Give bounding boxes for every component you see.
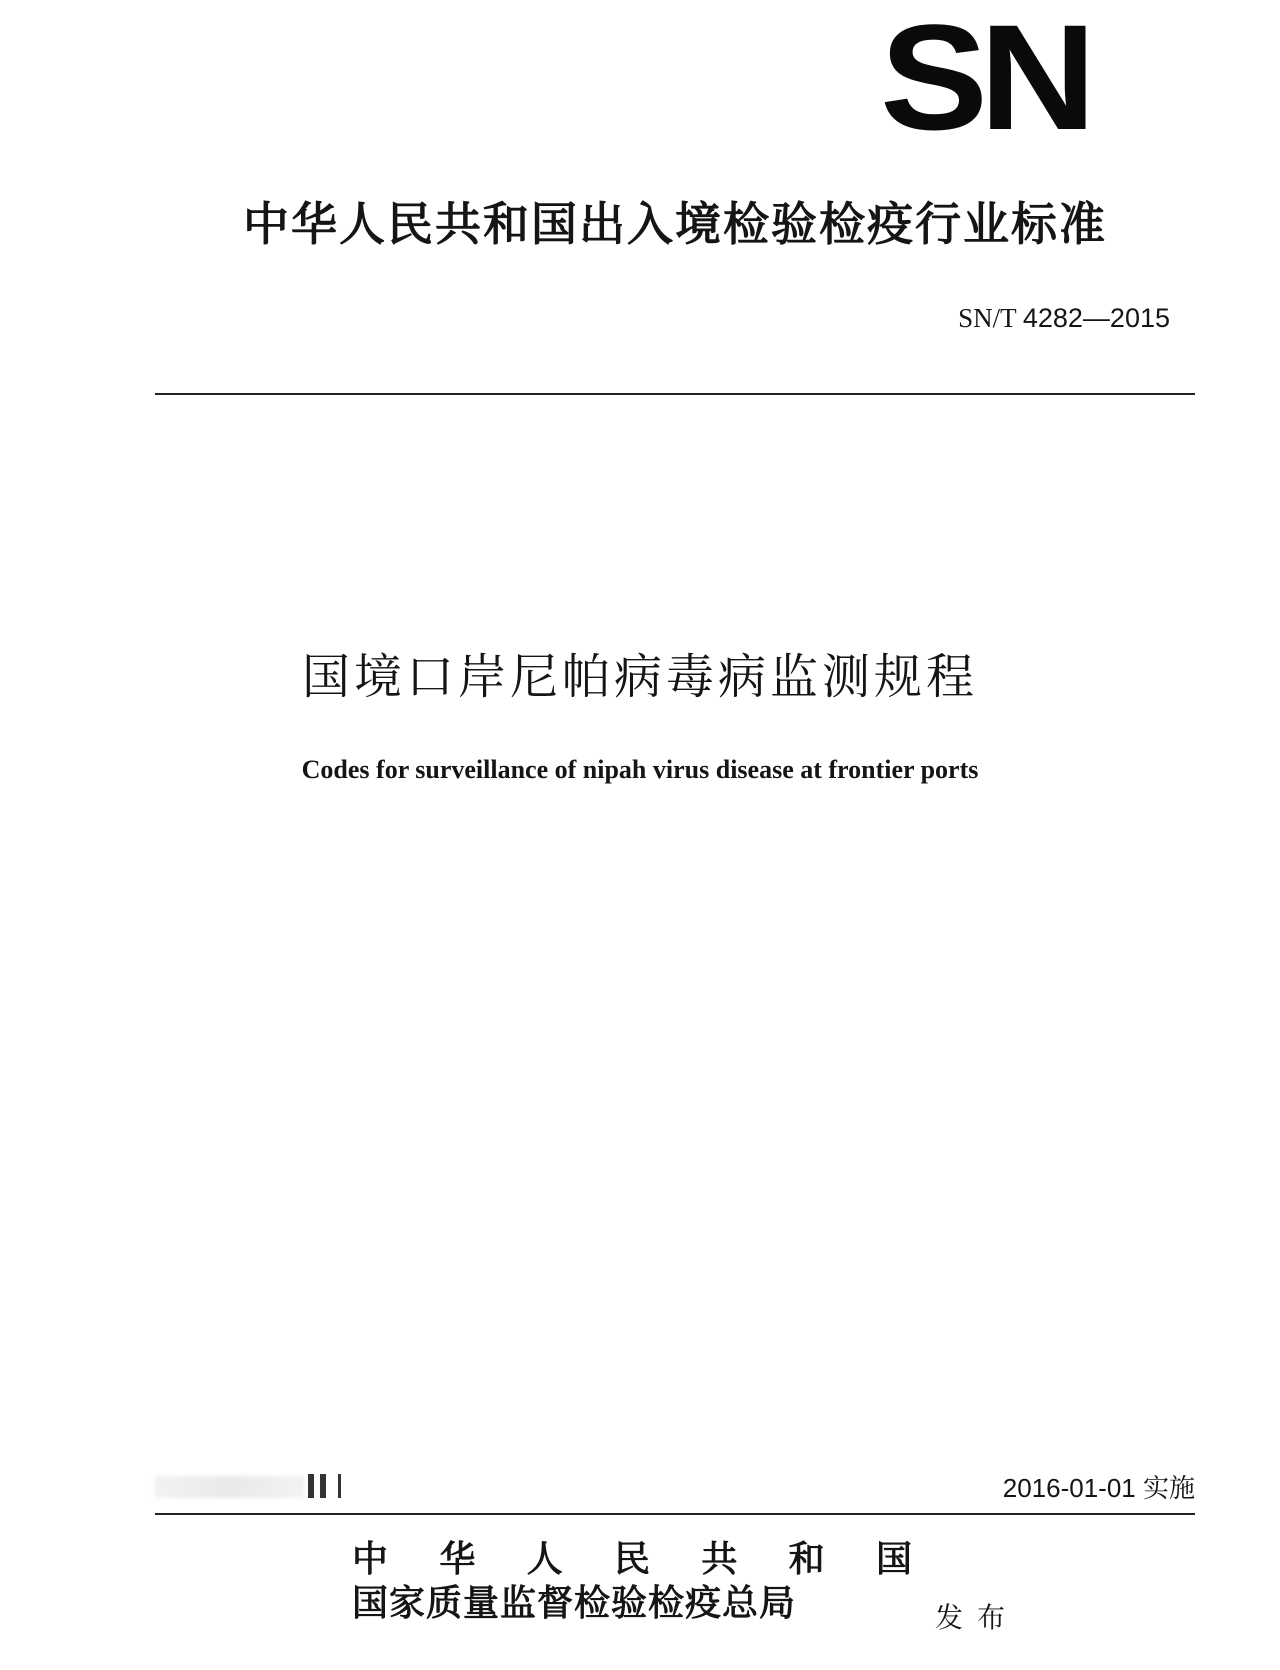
issuer-char: 华	[439, 1538, 476, 1580]
issuer-char: 共	[701, 1538, 738, 1580]
release-date-redacted-mark	[155, 1470, 365, 1500]
issuer-char: 民	[613, 1538, 650, 1580]
issuer-char: 国	[875, 1538, 912, 1580]
bar-mark	[338, 1474, 341, 1498]
issuer-char: 人	[526, 1538, 563, 1580]
bar-mark	[320, 1474, 326, 1498]
top-divider	[155, 393, 1195, 395]
issuer-block	[352, 1537, 912, 1625]
standard-prefix: SN/T	[958, 303, 1017, 333]
effective-date-suffix: 实施	[1142, 1474, 1195, 1504]
industry-standard-title: 中华人民共和国出入境检验检疫行业标准	[243, 197, 1107, 251]
issuer-char: 中	[352, 1538, 389, 1580]
issuer-char: 和	[788, 1538, 825, 1580]
effective-date-value: 2016-01-01	[1002, 1473, 1136, 1503]
sn-logo: SN	[880, 0, 1088, 161]
document-title-english: Codes for surveillance of nipah virus disease at frontier ports	[301, 755, 979, 784]
issuer-line-2: 国家质量监督检验检疫总局	[352, 1582, 797, 1624]
effective-date	[1003, 1468, 1195, 1505]
issuer-line-1	[352, 1537, 912, 1581]
blurred-text	[155, 1476, 305, 1498]
bar-mark	[308, 1474, 314, 1498]
standard-number-value: 4282—2015	[1022, 303, 1170, 333]
publish-label: 发布	[935, 1601, 1020, 1634]
standard-number	[958, 303, 1170, 334]
document-title-chinese: 国境口岸尼帕病毒病监测规程	[301, 649, 978, 705]
bottom-divider	[155, 1513, 1195, 1515]
